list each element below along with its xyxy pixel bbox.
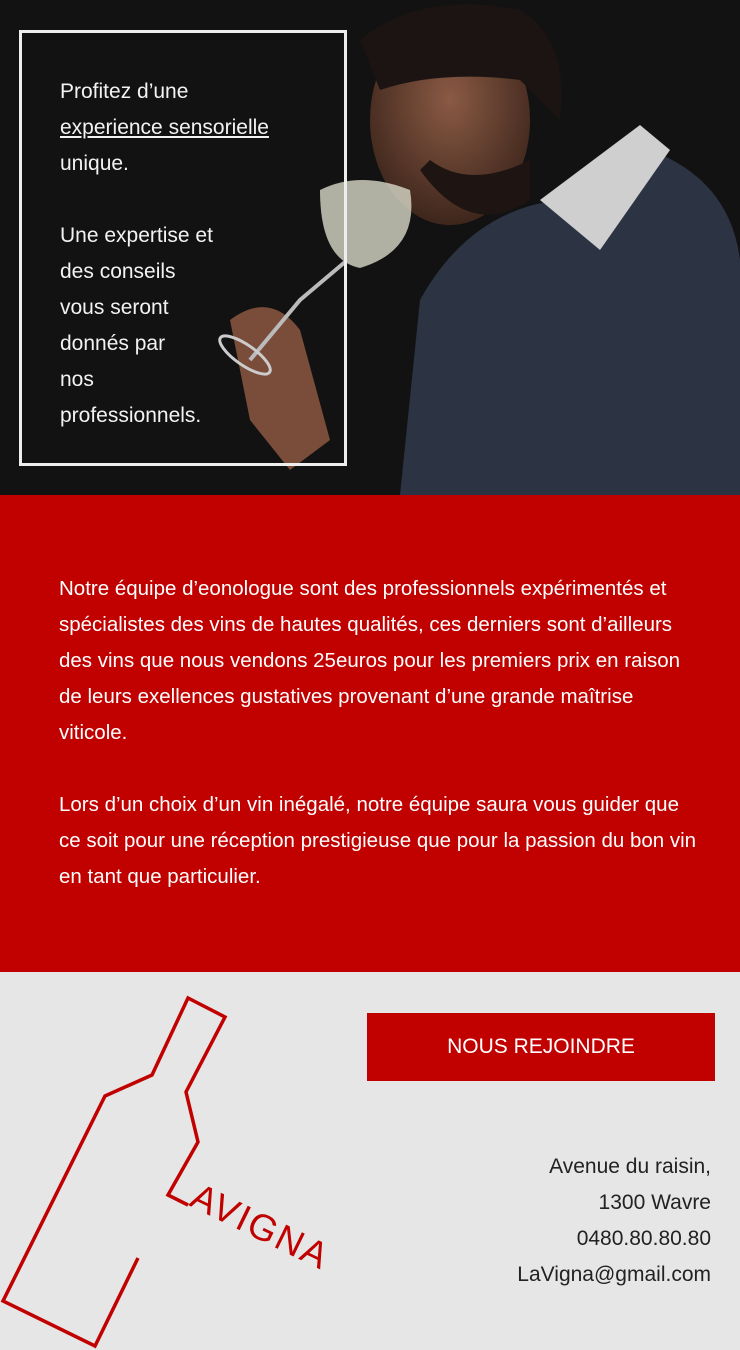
about-paragraph: Lors d’un choix d’un vin inégalé, notre équipe saura vous guider que ce soit pour une réception prestigieuse que pour la passion du bon vin en tant que particulier.: [59, 793, 697, 888]
hero-text: [60, 74, 269, 434]
phone-number: 0480.80.80.80: [576, 1227, 711, 1250]
email-address: LaVigna@gmail.com: [517, 1263, 711, 1286]
hero-line: nos: [60, 368, 94, 391]
hero-line: donnés par: [60, 332, 166, 355]
address-street: Avenue du raisin,: [549, 1155, 711, 1178]
address-city: 1300 Wavre: [598, 1191, 711, 1214]
hero-line: Profitez d’une: [60, 80, 189, 103]
hero-line: professionnels.: [60, 404, 202, 427]
join-button[interactable]: NOUS REJOINDRE: [367, 1013, 715, 1081]
hero-line: unique.: [60, 152, 129, 175]
hero-line: des conseils: [60, 260, 176, 283]
hero-section: [0, 0, 740, 495]
sensory-experience-link[interactable]: experience sensorielle: [60, 116, 269, 139]
about-paragraph: Notre équipe d’eonologue sont des professionnels expérimentés et spécialistes des vins de hautes qualités, ces derniers sont d’ailleurs des vins que nous vendons 25euros pour les premiers prix en raison de leurs exellences gustatives provenant d’une grande maîtrise viticole.: [59, 577, 681, 744]
lavigna-logo: [0, 972, 370, 1350]
footer: [0, 972, 740, 1350]
about-section: [0, 495, 740, 972]
contact-info: [517, 1149, 711, 1293]
hero-line: Une expertise et: [60, 224, 213, 247]
svg-text:AVIGNA: AVIGNA: [184, 1175, 337, 1278]
hero-line: vous seront: [60, 296, 169, 319]
